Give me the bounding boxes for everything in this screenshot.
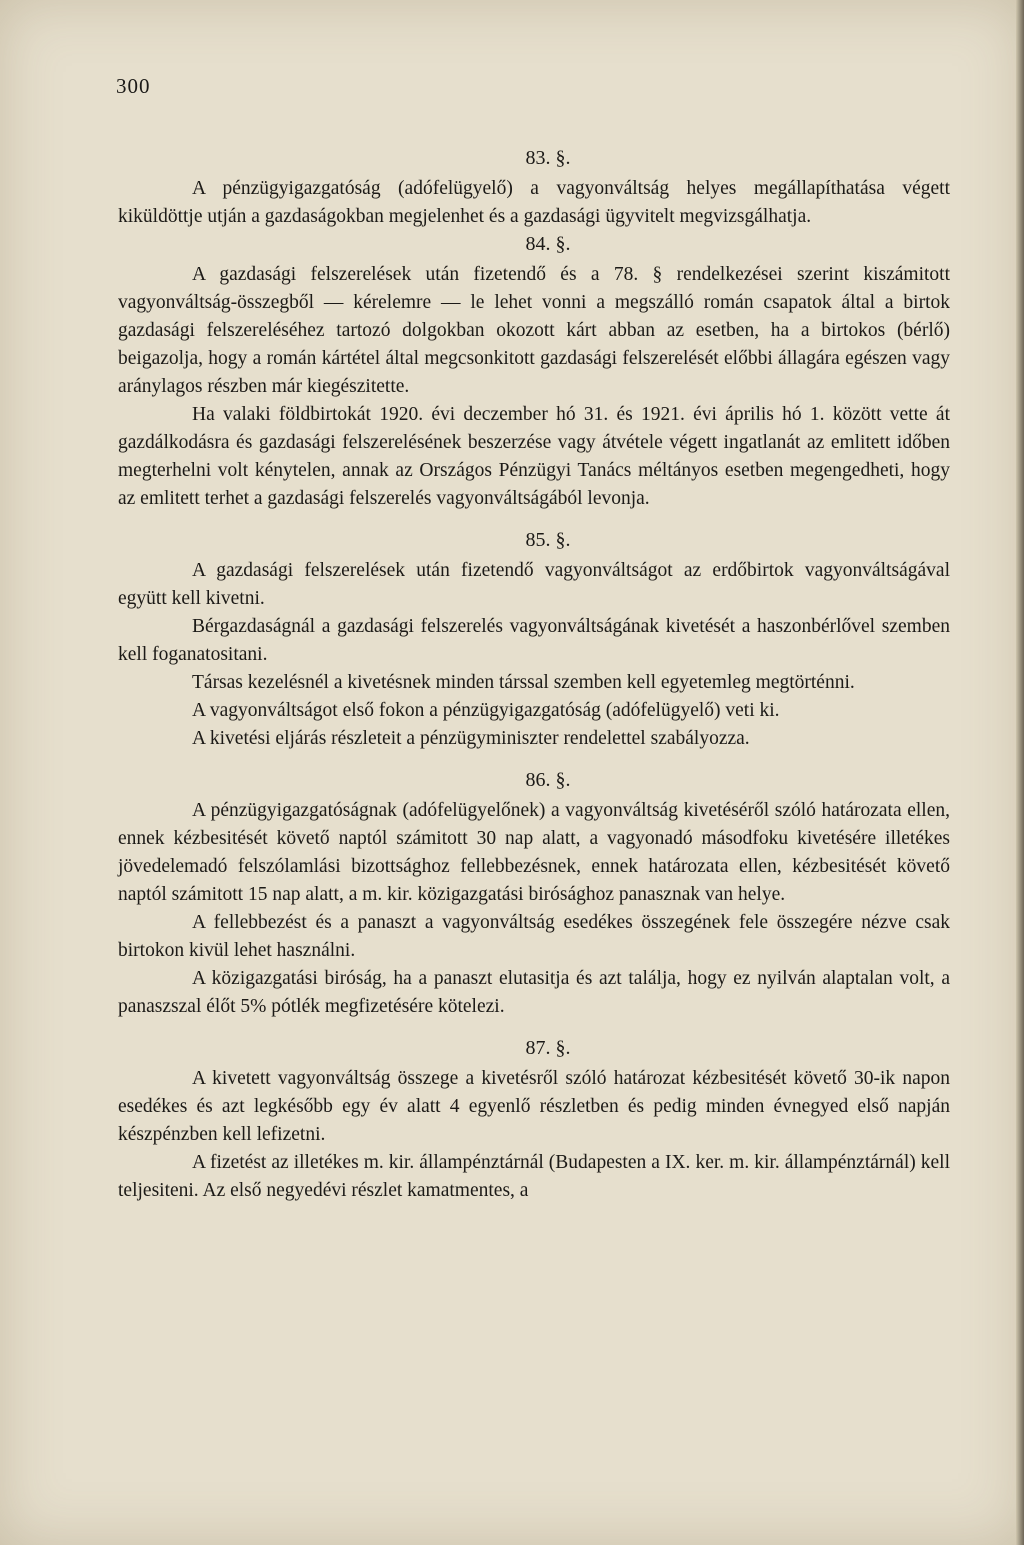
paragraph: A gazdasági felszerelések után fizetendő vagyonváltságot az erdőbirtok vagyonváltságával együtt kell kivetni.	[118, 560, 950, 609]
paragraph: Bérgazdaságnál a gazdasági felszerelés vagyonváltságának kivetését a haszonbérlővel szemben kell foganatositani.	[118, 616, 950, 665]
paragraph: A vagyonváltságot első fokon a pénzügyigazgatóság (adófelügyelő) veti ki.	[192, 700, 780, 721]
section-heading: 87. §.	[525, 1037, 571, 1059]
paragraph: Ha valaki földbirtokát 1920. évi deczember hó 31. és 1921. évi április hó 1. között vette át gazdálkodásra és gazdasági felszerelésének beszerzése vagy átvétele végett ingatlanát az emlitett időben megterhelni volt kénytelen, annak az Országos Pénzügyi Tanács méltányos esetben megengedheti, hogy az emlitett terhet a gazdasági felszerelés vagyonváltságából levonja.	[118, 404, 950, 509]
paragraph: A közigazgatási biróság, ha a panaszt elutasitja és azt találja, hogy ez nyilván alaptalan volt, a panaszszal élőt 5% pótlék megfizetésére kötelezi.	[118, 968, 950, 1017]
paragraph: Társas kezelésnél a kivetésnek minden társsal szemben kell egyetemleg megtörténni.	[192, 672, 855, 693]
section-heading: 84. §.	[525, 233, 571, 255]
paragraph: A pénzügyigazgatóságnak (adófelügyelőnek) a vagyonváltság kivetéséről szóló határozata ellen, ennek kézbesitését követő naptól számitott 30 nap alatt, a vagyonadó másodfoku kivetésére illetékes jövedelemadó felszólamlási bizottsághoz fellebbezésnek, ennek határozata ellen, kézbesitését követő naptól számitott 15 nap alatt, a m. kir. közigazgatási birósághoz panasznak van helye.	[118, 800, 950, 905]
section-86	[118, 767, 950, 1021]
page-number: 300	[116, 74, 151, 98]
paragraph: A fizetést az illetékes m. kir. állampénztárnál (Budapesten a IX. ker. m. kir. állampénztárnál) kell teljesiteni. Az első negyedévi részlet kamatmentes, a	[118, 1152, 950, 1201]
paragraph: A fellebbezést és a panaszt a vagyonváltság esedékes összegének fele összegére nézve csak birtokon kivül lehet használni.	[118, 912, 950, 961]
paragraph: A gazdasági felszerelések után fizetendő és a 78. § rendelkezései szerint kiszámitott vagyonváltság-összegből — kérelemre — le lehet vonni a megszálló román csapatok által a birtok gazdasági felszereléséhez tartozó dolgokban okozott kárt abban az esetben, ha a birtokos (bérlő) beigazolja, hogy a román kártétel által megcsonkitott gazdasági felszerelését előbbi állagára egészen vagy aránylagos részben már kiegészitette.	[118, 264, 950, 397]
page-body	[118, 145, 950, 1205]
section-heading: 83. §.	[525, 147, 571, 169]
section-85	[118, 527, 950, 753]
section-84	[118, 231, 950, 513]
paragraph: A kivetési eljárás részleteit a pénzügyminiszter rendelettel szabályozza.	[192, 728, 750, 749]
paragraph: A pénzügyigazgatóság (adófelügyelő) a vagyonváltság helyes megállapíthatása végett kiküldöttje utján a gazdaságokban megjelenhet és a gazdasági ügyvitelt megvizsgálhatja.	[118, 178, 950, 227]
section-heading: 86. §.	[525, 769, 571, 791]
section-87	[118, 1035, 950, 1205]
paragraph: A kivetett vagyonváltság összege a kivetésről szóló határozat kézbesitését követő 30-ik napon esedékes és azt legkésőbb egy év alatt 4 egyenlő részletben és pedig minden évnegyed első napján készpénzben kell lefizetni.	[118, 1068, 950, 1145]
section-83	[118, 145, 950, 231]
page-edge-shadow	[1016, 0, 1024, 1545]
section-heading: 85. §.	[525, 529, 571, 551]
